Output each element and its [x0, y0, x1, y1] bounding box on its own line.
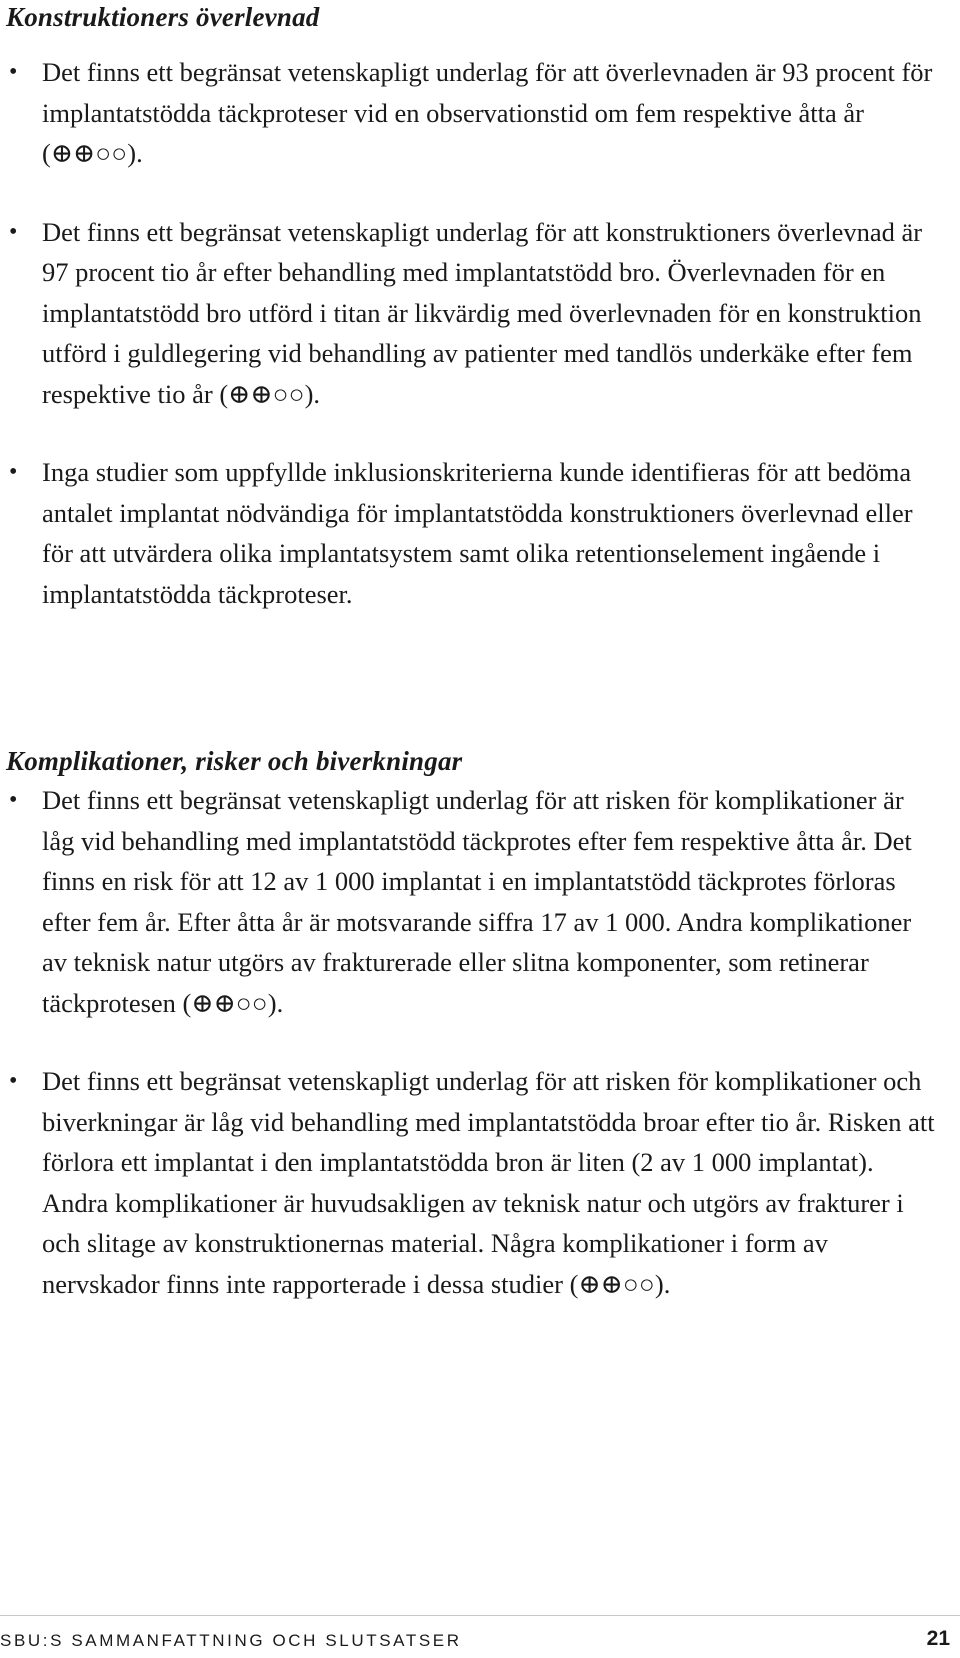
list-item — [0, 780, 942, 1023]
bullet-marker: • — [9, 1068, 18, 1094]
bullet-text: Det finns ett begränsat vetenskapligt underlag för att konstruktioners överlevnad är 97 procent tio år efter behandling med implantatstödd bro. Överlevnaden för en implantatstödd bro utförd i titan är likvärdig med överlevnaden för en konstruktion utförd i guldlegering vid behandling av patienter med tandlös underkäke efter fem respektive tio år (⊕⊕○○). — [42, 216, 923, 409]
bullet-marker: • — [9, 787, 18, 813]
complications-bullet-list — [0, 780, 960, 1304]
bullet-text: Det finns ett begränsat vetenskapligt underlag för att risken för komplikationer är låg vid behandling med implantatstödd täckprotes efter fem respektive åtta år. Det finns en risk för att 12 av 1 000 implantat i en implantatstödd täckprotes förloras efter fem år. Efter åtta år är motsvarande siffra 17 av 1 000. Andra komplikationer av teknisk natur utgörs av frakturerade eller slitna komponenter, som retinerar täckprotesen (⊕⊕○○). — [42, 785, 912, 1018]
list-item — [0, 212, 942, 415]
list-item — [0, 1061, 942, 1304]
footer-divider — [0, 1615, 960, 1616]
bullet-marker: • — [9, 59, 18, 85]
section-heading-survival: Konstruktioners överlevnad — [6, 2, 320, 32]
page-number: 21 — [926, 1627, 950, 1650]
section-heading-complications: Komplikationer, risker och biverkningar — [6, 746, 463, 776]
bullet-text: Det finns ett begränsat vetenskapligt underlag för att risken för komplikationer och biverkningar är låg vid behandling med implantatstödda broar efter tio år. Risken att förlora ett implantat i den implantatstödda bron är liten (2 av 1 000 implantat). Andra komplikationer är huvudsakligen av teknisk natur och utgörs av frakturer i och slitage av konstruktionernas material. Några komplikationer i form av nervskador finns inte rapporterade i dessa studier (⊕⊕○○). — [42, 1066, 935, 1299]
bullet-text: Inga studier som uppfyllde inklusionskriterierna kunde identifieras för att bedöma antalet implantat nödvändiga för implantatstödda konstruktioners överlevnad eller för att utvärdera olika implantatsystem samt olika retentionselement ingående i implantatstödda täckproteser. — [42, 457, 913, 609]
list-item — [0, 52, 942, 174]
survival-bullet-list — [0, 52, 960, 614]
bullet-marker: • — [9, 459, 18, 485]
list-item — [0, 452, 942, 614]
bullet-text: Det finns ett begränsat vetenskapligt underlag för att överlevnaden är 93 procent för implantatstödda täckproteser vid en observationstid om fem respektive åtta år (⊕⊕○○). — [42, 57, 933, 168]
bullet-marker: • — [9, 218, 18, 245]
footer-title: SBU:S SAMMANFATTNING OCH SLUTSATSER — [0, 1631, 462, 1650]
